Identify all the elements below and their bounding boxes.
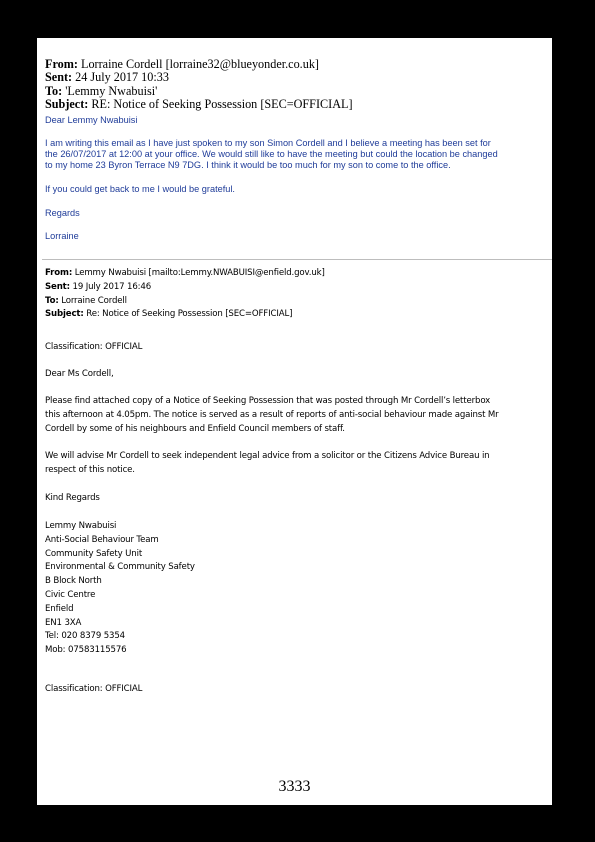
reply-body-line: the 26/07/2017 at 12:00 at your office. We would still like to have the meeting but could the location be changed (45, 149, 498, 159)
original-sent-value: 19 July 2017 16:46 (72, 281, 152, 292)
reply-signature-name: Lorraine (45, 231, 79, 241)
reply-from-value: Lorraine Cordell [lorraine32@blueyonder.co.uk] (81, 57, 319, 71)
reply-body-line: I am writing this email as I have just spoken to my son Simon Cordell and I believe a meeting has been set for (45, 138, 491, 148)
original-from-line: From: Lemmy Nwabuisi [mailto:Lemmy.NWABUISI@enfield.gov.uk] (45, 268, 325, 278)
signature-address-line: Enfield (45, 603, 74, 614)
paragraph-line: respect of this notice. (45, 464, 135, 475)
document-page (37, 38, 552, 805)
paragraph-line: this afternoon at 4.05pm. The notice is served as a result of reports of anti-social behaviour made against Mr (45, 409, 499, 420)
paragraph-line: Cordell by some of his neighbours and Enfield Council members of staff. (45, 423, 345, 434)
reply-body (45, 138, 550, 171)
original-header (45, 267, 550, 322)
signature-name: Lemmy Nwabuisi (45, 521, 117, 531)
reply-to-value: 'Lemmy Nwabuisi' (65, 83, 158, 98)
original-paragraph-2 (45, 450, 550, 478)
original-greeting: Dear Ms Cordell, (45, 369, 114, 379)
original-paragraph-1 (45, 395, 550, 436)
reply-sent-value: 24 July 2017 10:33 (75, 70, 169, 85)
original-subject-value: Re: Notice of Seeking Possession [SEC=OFFICIAL] (86, 309, 293, 320)
paragraph-line: Please find attached copy of a Notice of Seeking Possession that was posted through Mr Cordell’s letterbox (45, 396, 491, 406)
reply-subject-value: RE: Notice of Seeking Possession [SEC=OFFICIAL] (91, 97, 353, 112)
reply-from-line: From: Lorraine Cordell [lorraine32@blueyonder.co.uk] (45, 57, 319, 71)
signature-team: Anti-Social Behaviour Team (45, 534, 159, 545)
signature-mobile: Mob: 07583115576 (45, 645, 127, 656)
reply-body-line: to my home 23 Byron Terrace N9 7DG. I think it would be too much for my son to come to the office. (45, 160, 451, 170)
original-to-line: To: Lorraine Cordell (45, 295, 127, 306)
reply-header (45, 58, 545, 112)
reply-to-line: To: 'Lemmy Nwabuisi' (45, 83, 158, 98)
reply-subject-line: Subject: RE: Notice of Seeking Possession [SEC=OFFICIAL] (45, 97, 353, 112)
page-number: 3333 (278, 778, 311, 795)
signature-postcode: EN1 3XA (45, 617, 82, 628)
signature-address-line: Civic Centre (45, 589, 96, 600)
signature-unit: Community Safety Unit (45, 548, 143, 559)
original-sent-line: Sent: 19 July 2017 16:46 (45, 281, 152, 292)
original-signoff: Kind Regards (45, 493, 100, 503)
classification-top: Classification: OFFICIAL (45, 342, 143, 352)
reply-sent-line: Sent: 24 July 2017 10:33 (45, 70, 169, 85)
signature-address-line: B Block North (45, 576, 102, 587)
reply-followup: If you could get back to me I would be grateful. (45, 184, 235, 194)
email-separator (42, 259, 552, 260)
original-to-value: Lorraine Cordell (61, 295, 127, 306)
paragraph-line: We will advise Mr Cordell to seek independent legal advice from a solicitor or the Citizens Advice Bureau in (45, 451, 490, 461)
reply-signoff: Regards (45, 208, 80, 218)
signature-telephone: Tel: 020 8379 5354 (45, 631, 125, 642)
original-subject-line: Subject: Re: Notice of Seeking Possession [SEC=OFFICIAL] (45, 309, 293, 320)
original-from-value: Lemmy Nwabuisi [mailto:Lemmy.NWABUISI@enfield.gov.uk] (74, 268, 325, 278)
signature-department: Environmental & Community Safety (45, 562, 195, 573)
classification-bottom: Classification: OFFICIAL (45, 684, 143, 694)
original-signature-block (45, 520, 550, 658)
reply-greeting: Dear Lemmy Nwabuisi (45, 115, 138, 125)
